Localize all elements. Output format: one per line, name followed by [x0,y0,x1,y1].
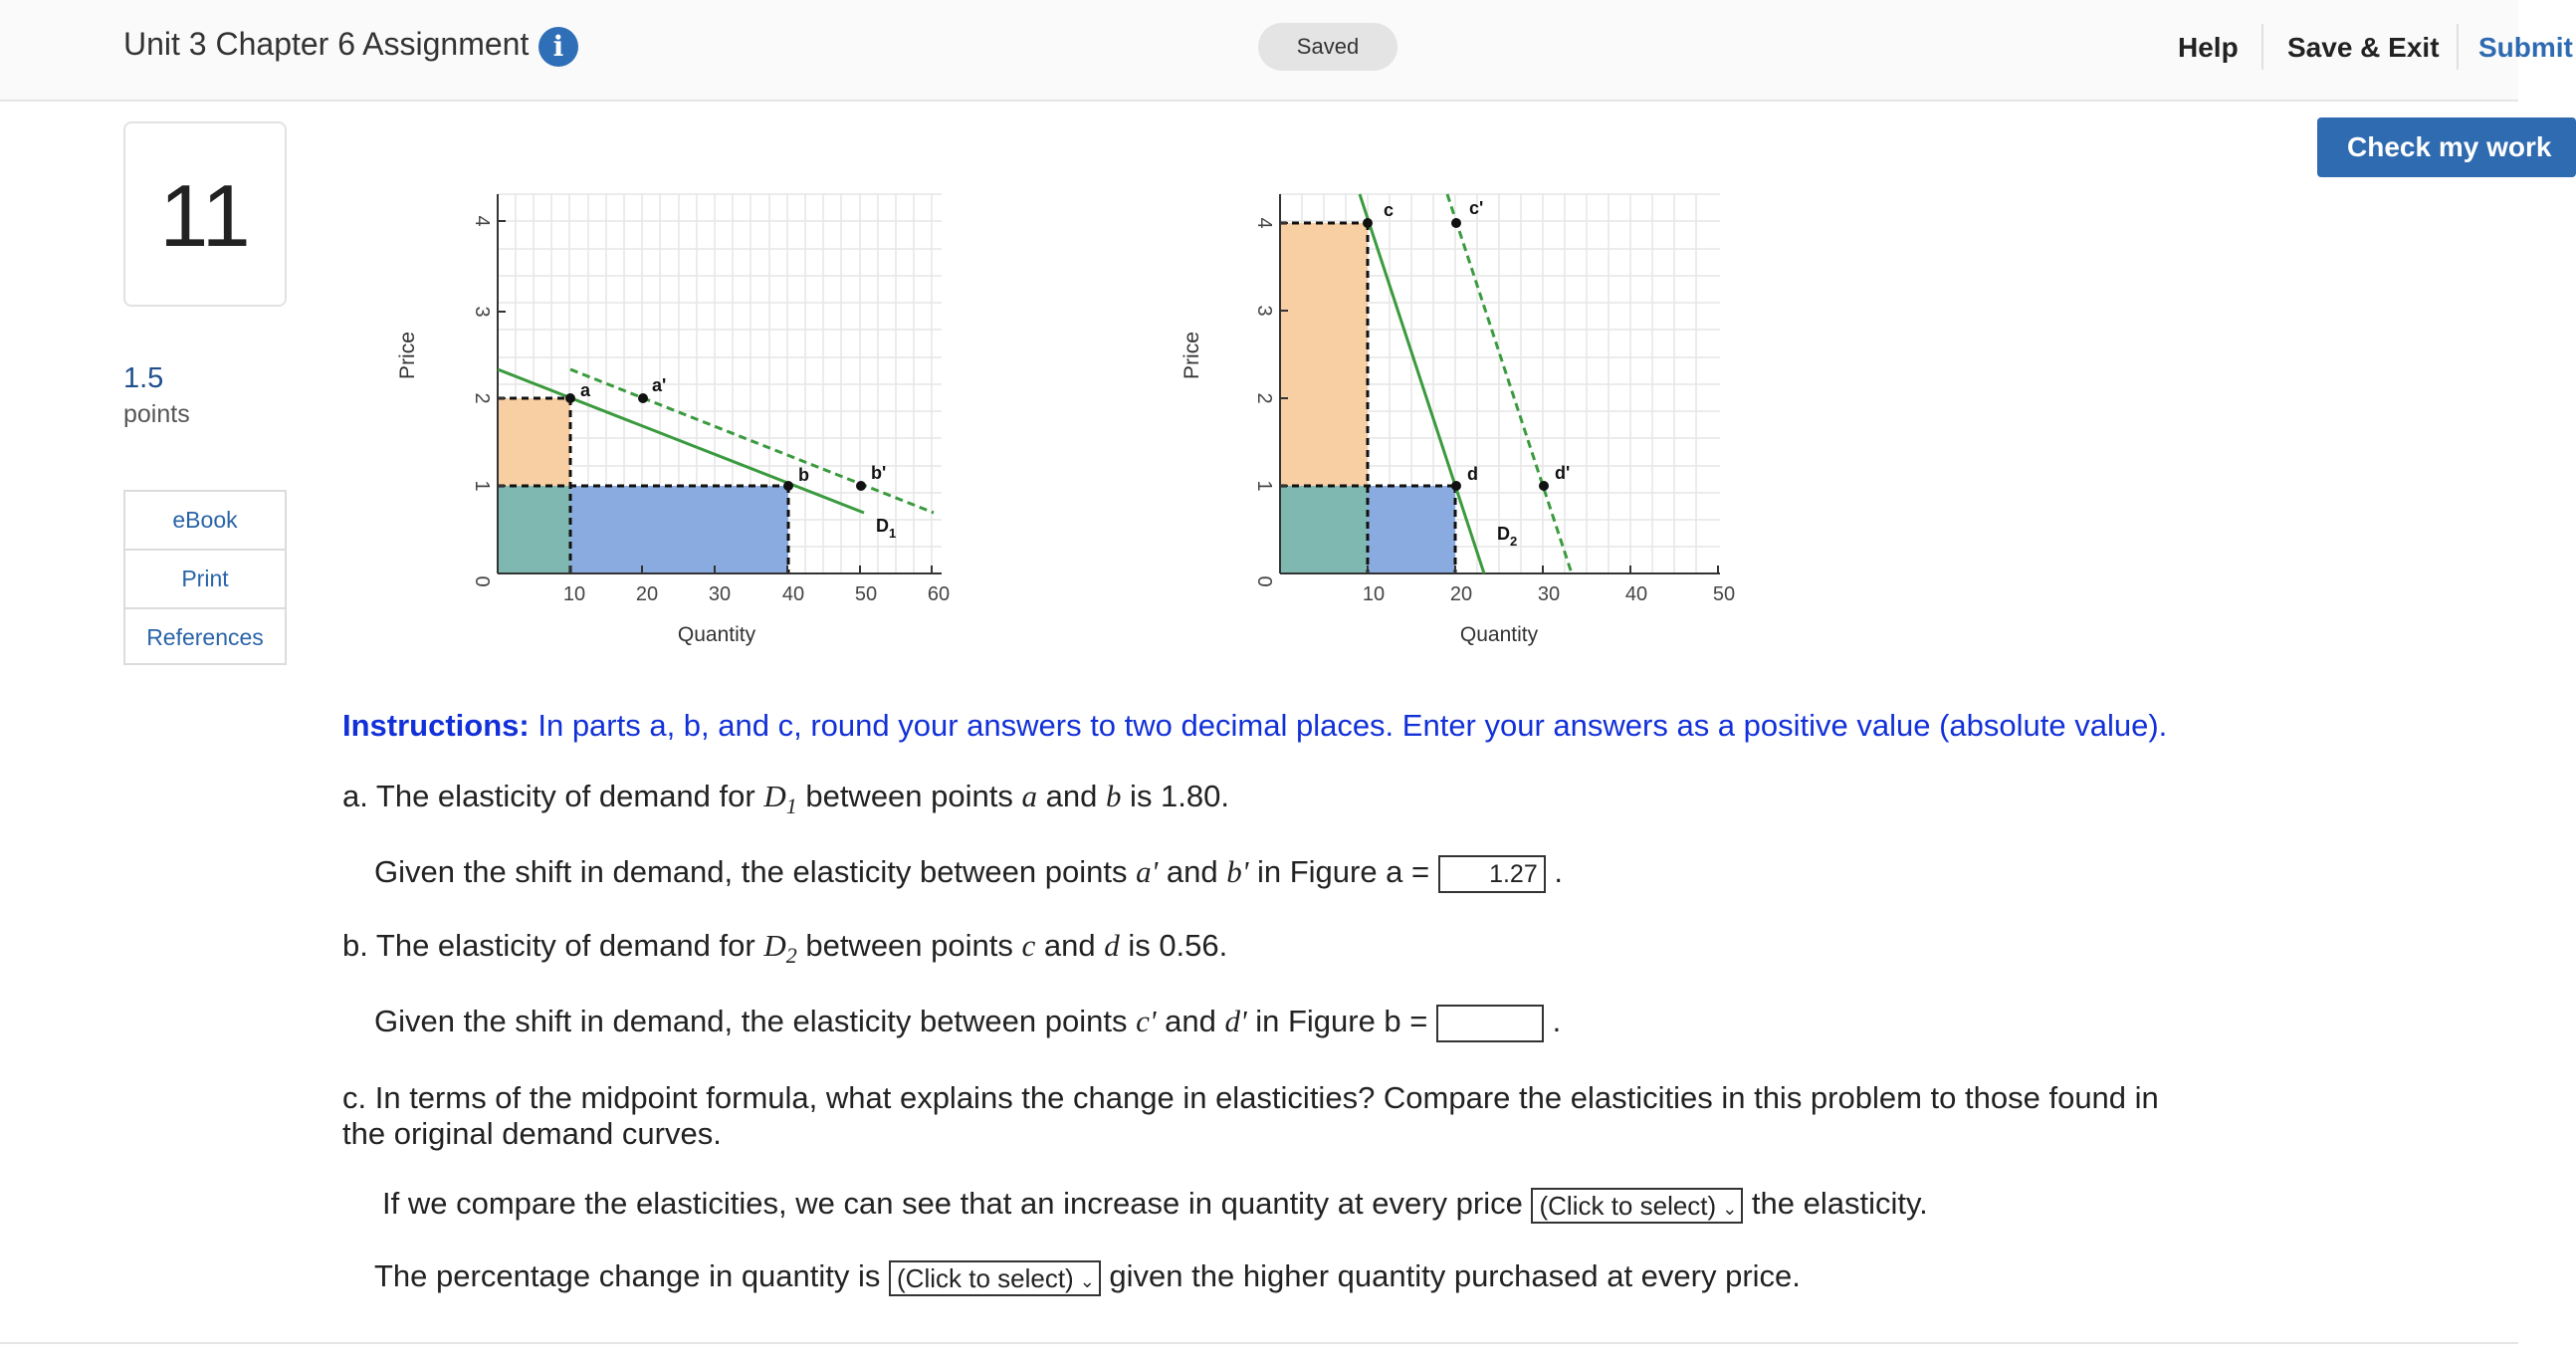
part-c-sentence-1: If we compare the elasticities, we can see that an increase in quantity at every price (Click to select) ⌄ the elasticity. [382,1186,1928,1224]
part-c-select-1[interactable]: (Click to select) ⌄ [1531,1188,1743,1224]
label-d: d [1467,464,1478,484]
y-tick: 1 [471,480,493,492]
x-tick: 30 [1537,583,1561,605]
help-link[interactable]: Help [2178,32,2239,63]
point-a [565,393,575,403]
x-tick: 30 [708,583,732,605]
x-tick: 10 [1362,583,1386,605]
x-axis-title: Quantity [1459,623,1539,646]
d1-label: $D_1$ [876,516,897,541]
y-tick: 4 [471,215,493,227]
part-a-statement: a. The elasticity of demand for $D_1$ between points a and b is 1.80. [342,779,1229,819]
x-tick: 60 [927,583,951,605]
y-tick: 2 [1253,392,1275,404]
common-revenue-area [1280,486,1368,573]
part-b-answer-input[interactable] [1436,1005,1544,1042]
point-c-prime [1451,218,1461,228]
price-effect-area [498,398,570,486]
x-axis-title: Quantity [677,623,756,646]
x-tick: 40 [781,583,805,605]
x-tick: 20 [635,583,659,605]
x-tick: 20 [1449,583,1473,605]
x-tick: 40 [1624,583,1648,605]
figure-b-chart [1171,169,1758,657]
part-b-question: Given the shift in demand, the elasticity between points c' and d' in Figure b = . [374,1004,1561,1042]
check-my-work-button[interactable]: Check my work [2317,117,2576,177]
references-link[interactable]: References [146,624,264,650]
point-c [1363,218,1373,228]
part-c-line-1: c. In terms of the midpoint formula, what explains the change in elasticities? Compare the elasticities in this problem to those found in [342,1080,2159,1115]
y-axis-title: Price [1181,332,1203,379]
saved-status-badge: Saved [1258,23,1397,71]
part-c-line-2: the original demand curves. [342,1116,722,1151]
point-d-prime [1539,481,1549,491]
part-a-answer-input[interactable]: 1.27 [1438,855,1546,893]
price-effect-area [1280,223,1368,486]
point-b-prime [856,481,866,491]
point-d [1451,481,1461,491]
chevron-down-icon: ⌄ [1079,1270,1095,1291]
point-a-prime [638,393,648,403]
y-axis-title: Price [396,332,419,379]
divider [2457,24,2459,70]
quantity-effect-area [1368,486,1455,573]
part-b-statement: b. The elasticity of demand for $D_2$ between points c and d is 0.56. [342,928,1228,969]
x-tick: 10 [562,583,586,605]
points-label: points [123,400,190,428]
question-number: 11 [123,121,287,307]
chevron-down-icon: ⌄ [1722,1198,1738,1219]
label-c-prime: c' [1469,198,1484,218]
ebook-link[interactable]: eBook [125,492,285,551]
label-a-prime: a' [652,375,667,395]
print-link[interactable]: Print [125,551,285,609]
y-tick: 3 [1253,305,1275,317]
d2-label: $D_2$ [1497,524,1518,549]
resources-panel [123,490,287,665]
instructions-text [342,708,2167,744]
label-c: c [1384,200,1395,220]
y-tick: 4 [1253,217,1275,229]
x-tick: 50 [1712,583,1736,605]
info-icon[interactable]: i [538,27,578,67]
x-tick: 50 [854,583,878,605]
part-a-question: Given the shift in demand, the elasticity between points a' and b' in Figure a = 1.27 . [374,854,1563,893]
points-value: 1.5 [123,362,164,394]
top-bar [0,0,2573,102]
figure-a-chart [388,169,975,657]
y-tick: 0 [471,575,493,587]
y-tick: 2 [471,392,493,404]
y-tick: 0 [1253,575,1275,587]
submit-link[interactable]: Submit [2478,32,2573,63]
part-c-sentence-2: The percentage change in quantity is (Click to select) ⌄ given the higher quantity purchased at every price. [374,1258,1801,1296]
label-b: b [798,465,809,485]
label-a: a [580,380,591,400]
quantity-effect-area [570,486,788,573]
save-exit-link[interactable]: Save & Exit [2287,32,2440,63]
y-tick: 3 [471,306,493,318]
y-tick: 1 [1253,480,1275,492]
label-d-prime: d' [1555,463,1571,483]
point-b [783,481,793,491]
divider [2261,24,2263,70]
part-c-select-2[interactable]: (Click to select) ⌄ [889,1260,1101,1296]
instructions-body: In parts a, b, and c, round your answers to two decimal places. Enter your answers as a positive value (absolute value). [529,708,2168,743]
assignment-title: Unit 3 Chapter 6 Assignment [123,26,530,62]
footer-divider [0,1342,2518,1344]
instructions-prefix: Instructions: [342,708,530,743]
common-revenue-area [498,486,570,573]
label-b-prime: b' [871,463,887,483]
